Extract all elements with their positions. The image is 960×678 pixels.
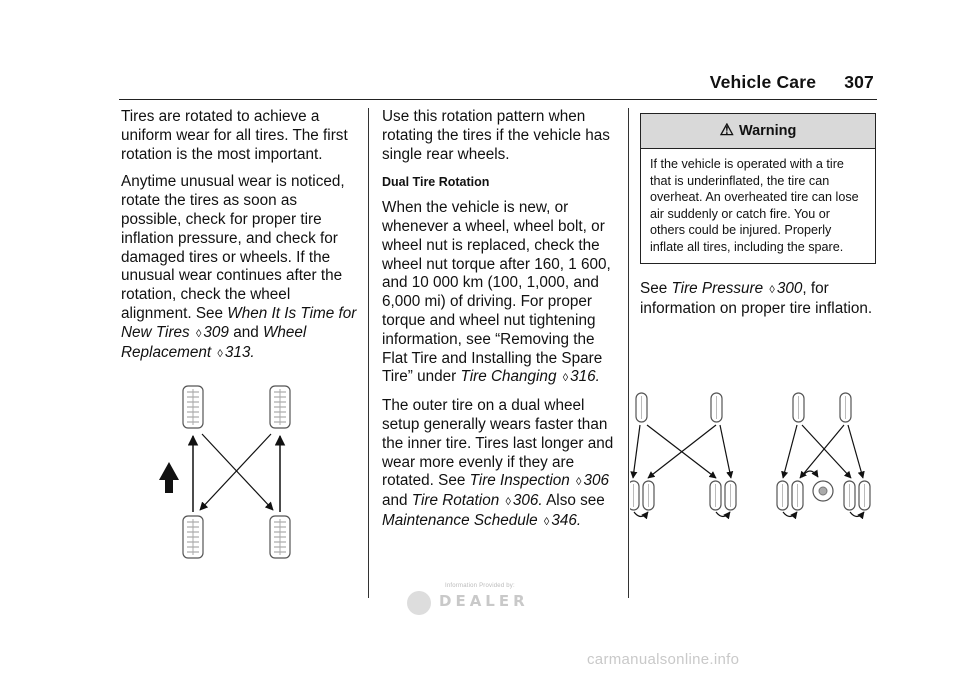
forward-arrow-icon [159, 462, 179, 493]
page-number: 307 [844, 72, 874, 92]
paragraph: When the vehicle is new, or whenever a wheel, wheel bolt, or wheel nut is replaced, check the wheel nut torque after 160, 1 600, and 10 000 km (100, 1,000, and 6,000 mi) of driving. For proper torque and wheel nut tightening information, see “Removing the Flat Tire and Installing the Spare Tire” under Tire Changing ◊ 316. [382, 199, 611, 386]
xref-link[interactable]: Tire Rotation [411, 492, 500, 510]
xref-link[interactable]: Wheel Replacement [121, 323, 307, 361]
warning-header [641, 114, 875, 149]
subheading: Dual Tire Rotation [382, 175, 490, 190]
site-watermark: carmanualsonline.info [587, 651, 740, 668]
tire-icon [183, 386, 203, 428]
tire-icon [777, 481, 788, 510]
page-reference-icon: ◊ [543, 515, 550, 528]
tire-icon [710, 481, 721, 510]
page-ref[interactable]: 313. [224, 343, 255, 361]
tire-icon [793, 393, 804, 422]
warning-body: If the vehicle is operated with a tire that is underinflated, the tire can overheat. An overheated tire can lose air suddenly or catch fire. You or others could be injured. Properly inflate all tires, including the spare. [650, 157, 859, 254]
column-3 [640, 108, 876, 328]
page-header [710, 72, 874, 93]
tire-icon [844, 481, 855, 510]
column-2 [382, 108, 618, 541]
tire-icon [725, 481, 736, 510]
column-1 [121, 108, 357, 372]
tire-icon [270, 516, 290, 558]
xref-link[interactable]: Tire Changing [460, 368, 557, 386]
xref-link[interactable]: Tire Inspection [469, 472, 570, 490]
page-ref[interactable]: 306 [583, 472, 610, 490]
page-ref[interactable]: 346. [551, 511, 582, 529]
page-reference-icon: ◊ [769, 284, 775, 296]
single-wheel-rotation-diagram [150, 378, 310, 563]
tire-icon [643, 481, 654, 510]
warning-box [640, 113, 876, 264]
page-ref[interactable]: 309 [203, 323, 229, 341]
page-reference-icon: ◊ [562, 372, 569, 385]
paragraph: Use this rotation pattern when rotating the tires if the vehicle has single rear wheels. [382, 108, 610, 163]
header-rule [119, 99, 877, 100]
tire-icon [792, 481, 803, 510]
watermark-brand: DEALER [439, 592, 529, 610]
dual-wheel-rotation-diagram [630, 385, 880, 530]
paragraph: See Tire Pressure ◊ 300, for information on proper tire inflation. [640, 280, 873, 317]
page-ref[interactable]: 300 [776, 280, 803, 297]
paragraph: Anytime unusual wear is noticed, rotate the tires as soon as possible, check for proper tire inflation pressure, and check for damaged tires or wheels. If the unusual wear continues after the rotation, check the wheel alignment. See When It Is Time for New Tires ◊ 309 and Wheel Replacement ◊ 313. [121, 173, 357, 361]
column-divider [368, 108, 369, 598]
warning-title: Warning [738, 122, 797, 139]
tire-icon [711, 393, 722, 422]
tire-icon [636, 393, 647, 422]
tire-icon [859, 481, 870, 510]
xref-link[interactable]: Maintenance Schedule [382, 511, 538, 529]
watermark [405, 583, 545, 619]
page-ref[interactable]: 306. [512, 492, 543, 510]
tire-icon [270, 386, 290, 428]
tire-icon [630, 481, 639, 510]
page-reference-icon: ◊ [576, 476, 582, 489]
warning-icon: ⚠ [719, 121, 734, 139]
paragraph: Tires are rotated to achieve a uniform wear for all tires. The first rotation is the most important. [121, 108, 348, 163]
tire-icon [183, 516, 203, 558]
column-divider [628, 108, 629, 598]
paragraph: The outer tire on a dual wheel setup generally wears faster than the inner tire. Tires last longer and wear more evenly if they are rotated. See Tire Inspection ◊ 306 and Tire Rotation ◊ 306. Also see Maintenance Schedule ◊ 346. [382, 397, 614, 529]
tire-icon [840, 393, 851, 422]
dealer-logo-icon [407, 591, 431, 615]
watermark-caption: Information Provided by: [445, 583, 515, 589]
page-reference-icon: ◊ [217, 347, 223, 360]
xref-link[interactable]: Tire Pressure [671, 280, 764, 297]
page-reference-icon: ◊ [505, 496, 511, 509]
page-ref[interactable]: 316. [570, 368, 600, 386]
xref-link[interactable]: When It Is Time for New Tires [121, 304, 357, 341]
section-title: Vehicle Care [709, 72, 817, 92]
page-reference-icon: ◊ [195, 327, 202, 340]
